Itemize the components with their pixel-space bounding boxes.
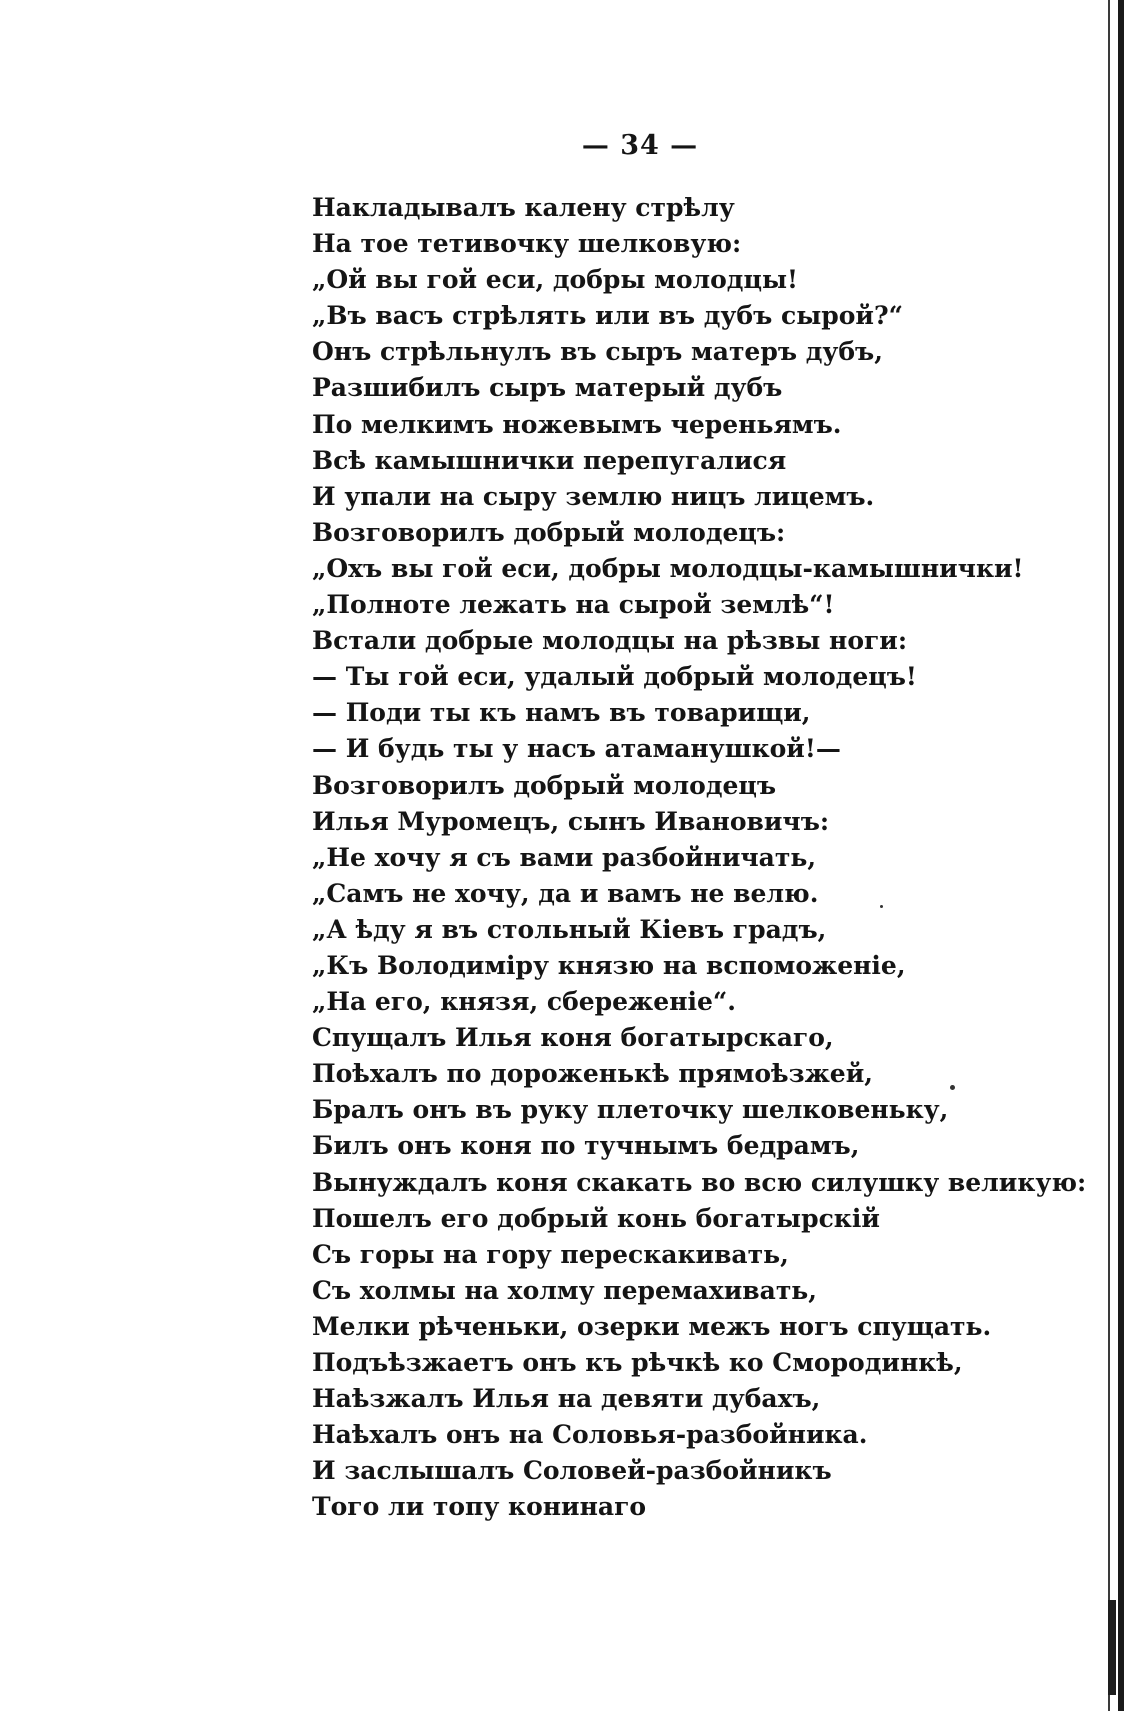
- verse-line: Илья Муромецъ, сынъ Ивановичъ:: [312, 806, 830, 836]
- verse-line: Возговорилъ добрый молодецъ:: [312, 517, 786, 547]
- scan-edge-mark: [1108, 1600, 1116, 1695]
- verse-line: Разшибилъ сыръ матерый дубъ: [312, 373, 783, 403]
- verse-line: Встали добрые молодцы на рѣзвы ноги:: [312, 626, 908, 656]
- verse-line: И упали на сыру землю ницъ лицемъ.: [312, 481, 875, 511]
- verse-line: „Въ васъ стрѣлять или въ дубъ сырой?“: [312, 301, 903, 331]
- verse-line: Поѣхалъ по дороженькѣ прямоѣзжей,: [312, 1059, 873, 1089]
- verse-line: Накладывалъ калену стрѣлу: [312, 193, 735, 222]
- verse-line: По мелкимъ ножевымъ череньямъ.: [312, 409, 842, 439]
- verse-line: Подъѣзжаетъ онъ къ рѣчкѣ ко Смородинкѣ,: [312, 1348, 963, 1377]
- verse-line: „Полноте лежать на сырой землѣ“!: [312, 590, 835, 620]
- verse-line: Спущалъ Илья коня богатырскаго,: [312, 1023, 834, 1053]
- ink-speck: [950, 1085, 955, 1090]
- verse-line: Бралъ онъ въ руку плеточку шелковеньку,: [312, 1095, 949, 1125]
- verse-line: „На его, князя, сбереженіе“.: [312, 987, 736, 1017]
- verse-line: — И будь ты у насъ атаманушкой!—: [312, 734, 841, 764]
- verse-line: — Поди ты къ намъ въ товарищи,: [312, 698, 811, 728]
- verse-line: „Самъ не хочу, да и вамъ не велю.: [312, 878, 819, 908]
- scan-edge-border: [1118, 0, 1124, 1711]
- ink-speck: [880, 905, 883, 908]
- verse-line: Онъ стрѣльнулъ въ сыръ матеръ дубъ,: [312, 337, 883, 367]
- verse-line: Вынуждалъ коня скакать во всю силушку великую:: [312, 1167, 1087, 1197]
- scan-edge-line: [1108, 0, 1110, 1711]
- verse-line: Съ горы на гору перескакивать,: [312, 1239, 789, 1269]
- verse-line: Возговорилъ добрый молодецъ: [312, 770, 777, 800]
- verse-line: „Не хочу я съ вами разбойничать,: [312, 842, 817, 872]
- verse-text: [312, 190, 1112, 1525]
- verse-line: Всѣ камышнички перепугалися: [312, 445, 787, 475]
- verse-line: Наѣхалъ онъ на Соловья-разбойника.: [312, 1420, 868, 1450]
- verse-line: Того ли топу конинаго: [312, 1492, 647, 1522]
- verse-line: Пошелъ его добрый конь богатырскій: [312, 1203, 880, 1233]
- verse-line: Билъ онъ коня по тучнымъ бедрамъ,: [312, 1131, 860, 1161]
- verse-line: На тое тетивочку шелковую:: [312, 229, 742, 259]
- verse-line: И заслышалъ Соловей-разбойникъ: [312, 1456, 832, 1486]
- verse-line: „Охъ вы гой еси, добры молодцы-камышнички!: [312, 553, 1024, 583]
- verse-line: „Къ Володиміру князю на вспоможеніе,: [312, 950, 906, 980]
- verse-line: „А ѣду я въ стольный Кіевъ градъ,: [312, 914, 827, 944]
- verse-line: Мелки рѣченьки, озерки межъ ногъ спущать.: [312, 1311, 992, 1341]
- verse-line: Наѣзжалъ Илья на девяти дубахъ,: [312, 1384, 821, 1414]
- page-number: — 34 —: [581, 130, 699, 161]
- verse-line: Съ холмы на холму перемахивать,: [312, 1275, 817, 1305]
- verse-line: „Ой вы гой еси, добры молодцы!: [312, 265, 798, 295]
- verse-line: — Ты гой еси, удалый добрый молодецъ!: [312, 662, 917, 692]
